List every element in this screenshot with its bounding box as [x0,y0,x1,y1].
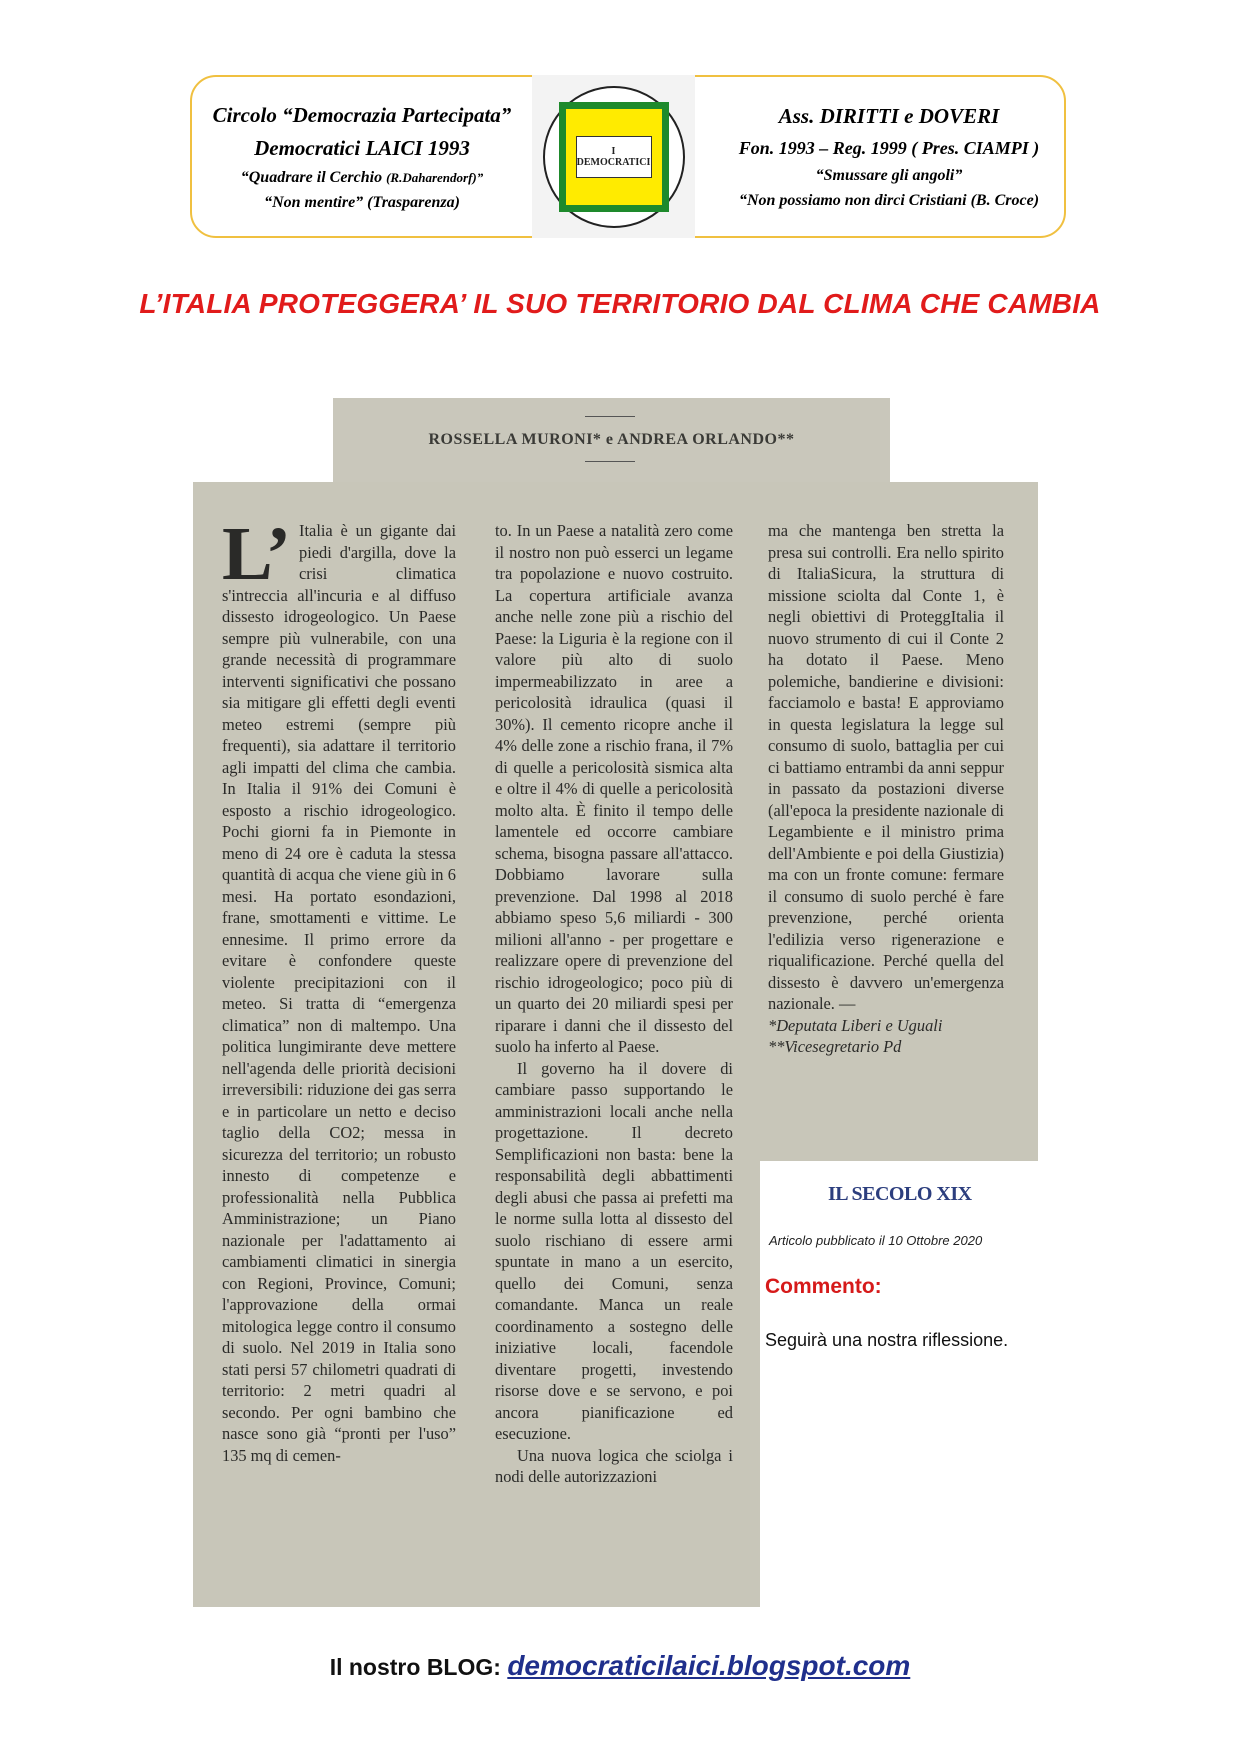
logo-circle [543,86,685,228]
page-title: L’ITALIA PROTEGGERA’ IL SUO TERRITORIO DAL CLIMA CHE CAMBIA [139,288,1101,319]
comment-label: Commento: [765,1275,882,1298]
logo [532,75,695,238]
header-left-line-1: Circolo “Democrazia Partecipata” [212,102,512,127]
logo-yellow-square [566,109,662,205]
byline-rule-bottom [585,461,635,462]
comment-text: Seguirà una nostra riflessione. [765,1330,1009,1350]
header-right-line-1: Ass. DIRITTI e DOVERI [778,104,1000,128]
header-right-line-4: “Non possiamo non dirci Cristiani (B. Croce) [738,192,1040,209]
header-left-quote: “Quadrare il Cerchio [240,168,383,186]
header-right-line-2: Fon. 1993 – Reg. 1999 ( Pres. CIAMPI ) [738,138,1040,158]
header-box [190,75,1066,238]
logo-label [576,136,652,178]
header-left [192,77,532,236]
article-col3-paragraph: ma che mantenga ben stretta la presa sui controlli. Era nello spirito di ItaliaSicura, la struttura di missione sciolta dal Conte 1, è negli obiettivi di ProteggItalia il nuovo strumento di cui il Conte 2 ha dotato il Paese. Meno polemiche, bandierine e divisioni: facciamolo e basta! E approviamo in questa legislatura la legge sul consumo di suolo, battaglia per cui ci battiamo entrambi da anni seppur in passato da postazioni diverse (all'epoca la presidente nazionale di Legambiente e il ministro prima dell'Ambiente e poi della Giustizia) ma con un fronte comune: fermare il consumo di suolo perché è fare prevenzione, perché orienta l'edilizia verso rigenerazione e riqualificazione. Perché quella del dissesto è davvero un'emergenza nazionale. — [768,521,1004,1013]
logo-line-1: I [611,145,616,157]
scan-cutout [760,1161,1040,1611]
article-column-3 [768,520,1004,1058]
header-left-line-3 [241,165,484,190]
header-left-author: (R.Daharendorf)” [386,169,484,185]
article-col2-paragraph-3: Una nuova logica che sciolga i nodi delle autorizzazioni [495,1445,733,1486]
header-right-line-3: “Smussare gli angoli” [815,167,963,184]
article-col2-paragraph-1: to. In un Paese a natalità zero come il nostro non può esserci un legame tra popolazione e nuovo costruito. La copertura artificiale avanza anche nelle zone più a rischio del Paese: la Liguria è la regione con il valore più alto di suolo impermeabilizzato in aree a pericolosità idraulica (quasi il 30%). Il cemento ricopre anche il 4% delle zone a rischio frana, il 7% di quelle a pericolosità sismica alta e oltre il 4% di quelle a pericolosità molto alta. È finito il tempo delle lamentele ed occorre cambiare schema, bisogna passare all'attacco. Dobbiamo lavorare sulla prevenzione. Dal 1998 al 2018 abbiamo speso 5,6 miliardi - 300 milioni all'anno - per progettare e realizzare opere di prevenzione del rischio idrogeologico; poco più di un quarto dei 20 miliardi spesi per riparare i danni che il dissesto del suolo ha inferto al Paese. [495,521,733,1056]
header-right [714,77,1064,236]
article-column-2 [495,520,733,1488]
article-column-1 [222,512,456,1466]
newspaper-logo: IL SECOLO XIX [828,1183,972,1205]
article-byline: ROSSELLA MURONI* e ANDREA ORLANDO** [428,431,795,448]
article-byline-box [333,398,890,482]
blog-label: Il nostro BLOG: [329,1654,501,1680]
article-dropcap: L’ [222,512,292,596]
publication-note: Articolo pubblicato il 10 Ottobre 2020 [769,1233,983,1248]
logo-line-2: DEMOCRATICI [576,156,651,168]
blog-link[interactable]: democraticilaici.blogspot.com [507,1650,911,1681]
article-signature-1: *Deputata Liberi e Uguali [768,1015,943,1035]
article-col1-text: Italia è un gigante dai piedi d'argilla, dove la crisi climatica s'intreccia all'incuria e al diffuso dissesto idrogeologico. Un Paese sempre più vulnerabile, con una grande necessità di programmare interventi significativi che possano sia mitigare gli effetti degli eventi meteo estremi (sempre più frequenti), sia adattare il territorio agli impatti del clima che cambia. In Italia il 91% dei Comuni è esposto a rischio idrogeologico. Pochi giorni fa in Piemonte in meno di 24 ore è caduta la stessa quantità di acqua che viene giù in 6 mesi. Ha portato esondazioni, frane, smottamenti e vittime. Le ennesime. Il primo errore da evitare è confondere queste violente precipitazioni con il meteo. Si tratta di “emergenza climatica” non di maltempo. Una politica lungimirante deve mettere nell'agenda delle priorità decisioni irreversibili: riduzione dei gas serra e in particolare un netto e deciso taglio della CO2; messa in sicurezza del territorio; un robusto innesto di competenze e professionalità nella Pubblica Amministrazione; un Piano nazionale per l'adattamento ai cambiamenti climatici in sinergia con Regioni, Province, Comuni; l'approvazione della ormai mitologica legge contro il consumo di suolo. Nel 2019 in Italia sono stati persi 57 chilometri quadrati di territorio: 2 metri quadri al secondo. Per ogni bambino che nasce sono già “pronti per l'uso” 135 mq di cemen- [222,521,456,1465]
header-left-line-4: “Non mentire” (Trasparenza) [264,193,460,211]
blog-footer [0,1650,1240,1682]
article-col2-paragraph-2: Il governo ha il dovere di cambiare passo supportando le amministrazioni locali anche nella progettazione. Il decreto Semplificazioni non basta: bene la responsabilità degli abbattimenti degli abusi che passa ai prefetti ma le norme sulla lotta al dissesto del suolo rischiano di essere armi spuntate in mano a un esercito, quello dei Comuni, senza comandante. Manca un reale coordinamento a sostegno delle iniziative locali, facendole diventare progetti, investendo risorse dove e se servono, e poi ancora pianificazione ed esecuzione. [495,1058,733,1443]
article-signature-2: **Vicesegretario Pd [768,1037,902,1056]
byline-rule-top [585,416,635,417]
logo-green-square [559,102,669,212]
header-left-line-2: Democratici LAICI 1993 [254,135,470,160]
